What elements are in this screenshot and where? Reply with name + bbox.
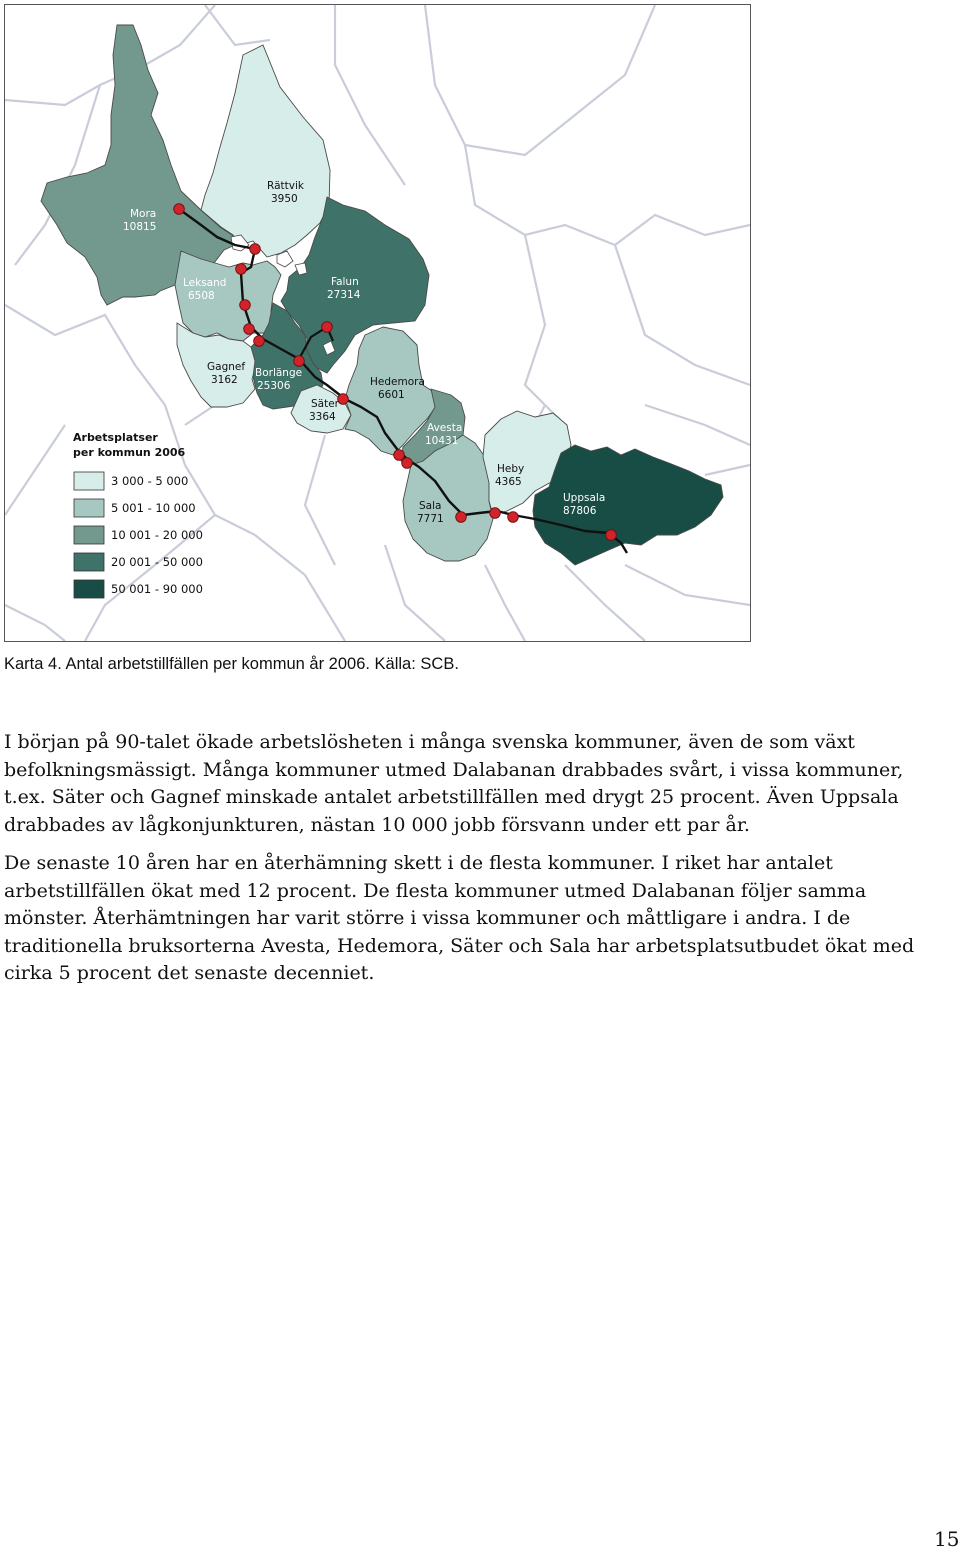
label-sater-value: 3364 xyxy=(309,411,336,423)
station-marker xyxy=(240,300,251,311)
label-heby-name: Heby xyxy=(497,463,525,475)
label-leksand-name: Leksand xyxy=(183,277,227,289)
legend-label: 10 001 - 20 000 xyxy=(111,528,203,542)
label-gagnef-name: Gagnef xyxy=(207,361,246,373)
station-marker xyxy=(394,450,405,461)
legend-swatch xyxy=(74,499,104,517)
legend-label: 5 001 - 10 000 xyxy=(111,501,196,515)
label-hedemora-value: 6601 xyxy=(378,389,405,401)
page-number: 15 xyxy=(934,1527,960,1551)
legend-label: 3 000 - 5 000 xyxy=(111,474,189,488)
label-sater-name: Säter xyxy=(311,398,339,410)
station-marker xyxy=(456,512,467,523)
map-legend xyxy=(73,431,203,598)
label-avesta-name: Avesta xyxy=(427,422,463,434)
municipality-map xyxy=(4,4,751,642)
label-sala-value: 7771 xyxy=(417,513,444,525)
body-paragraph-2: De senaste 10 åren har en återhämning skett i de flesta kommuner. I riket har antalet arbetstillfällen ökat med 12 procent. De flesta kommuner utmed Dalabanan följer samma mönster. Återhämtningen har varit större i vissa kommuner och måttligare i andra. I de traditionella bruksorterna Avesta, Hedemora, Säter och Sala har arbetsplatsutbudet ökat med cirka 5 procent det senaste decenniet. xyxy=(4,852,915,984)
legend-title-line2: per kommun 2006 xyxy=(73,446,186,459)
station-marker xyxy=(254,336,265,347)
station-marker xyxy=(490,508,501,519)
station-marker xyxy=(606,530,617,541)
label-uppsala-value: 87806 xyxy=(563,505,597,517)
legend-swatch xyxy=(74,472,104,490)
label-avesta-value: 10431 xyxy=(425,435,459,447)
legend-title-line1: Arbetsplatser xyxy=(73,431,158,444)
label-mora-value: 10815 xyxy=(123,221,157,233)
label-falun-value: 27314 xyxy=(327,289,361,301)
legend-swatch xyxy=(74,553,104,571)
label-mora-name: Mora xyxy=(130,208,157,220)
label-uppsala-name: Uppsala xyxy=(563,492,606,504)
label-leksand-value: 6508 xyxy=(188,290,215,302)
station-marker xyxy=(174,204,185,215)
label-borlange-value: 25306 xyxy=(257,380,291,392)
station-marker xyxy=(322,322,333,333)
label-borlange-name: Borlänge xyxy=(255,367,303,379)
body-paragraph-1: I början på 90-talet ökade arbetslösheten i många svenska kommuner, även de som växt befolkningsmässigt. Många kommuner utmed Dalabanan drabbades svårt, i vissa kommuner, t.ex. Säter och Gagnef minskade antalet arbetstillfällen med drygt 25 procent. Även Uppsala drabbades av lågkonjunkturen, nästan 10 000 jobb försvann under ett par år. xyxy=(4,731,904,836)
station-marker xyxy=(250,244,261,255)
label-heby-value: 4365 xyxy=(495,476,522,488)
legend-swatch xyxy=(74,580,104,598)
uppsala-area xyxy=(533,445,723,565)
station-marker xyxy=(338,394,349,405)
station-marker xyxy=(236,264,247,275)
label-falun-name: Falun xyxy=(331,276,359,288)
label-rattvik-value: 3950 xyxy=(271,193,298,205)
label-gagnef-value: 3162 xyxy=(211,374,238,386)
legend-swatch xyxy=(74,526,104,544)
label-rattvik-name: Rättvik xyxy=(267,180,304,192)
station-marker xyxy=(402,458,413,469)
rattvik-area xyxy=(201,45,330,257)
station-marker xyxy=(244,324,255,335)
station-marker xyxy=(508,512,519,523)
legend-label: 20 001 - 50 000 xyxy=(111,555,203,569)
label-hedemora-name: Hedemora xyxy=(370,376,425,388)
label-sala-name: Sala xyxy=(419,500,442,512)
figure-caption: Karta 4. Antal arbetstillfällen per kommun år 2006. Källa: SCB. xyxy=(4,655,459,673)
legend-label: 50 001 - 90 000 xyxy=(111,582,203,596)
station-marker xyxy=(294,356,305,367)
